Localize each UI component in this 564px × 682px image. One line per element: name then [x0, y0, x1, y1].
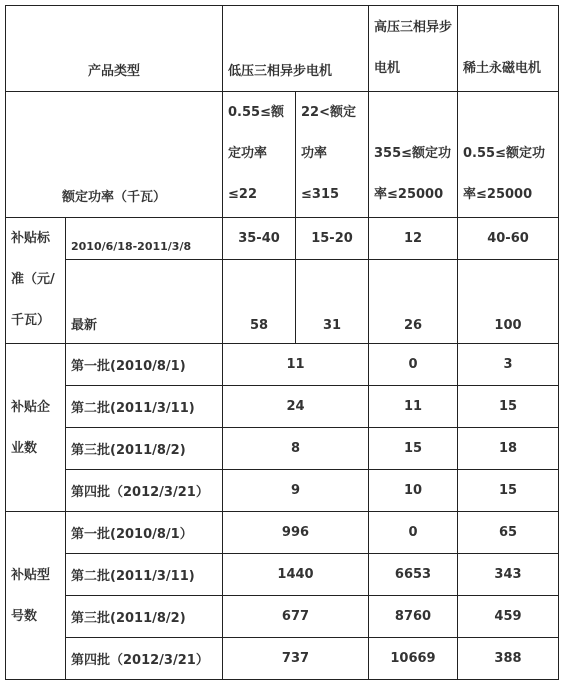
model-rare-earth: 65	[458, 512, 559, 554]
company-batch: 第三批(2011/8/2)	[66, 428, 223, 470]
model-rare-earth: 343	[458, 554, 559, 596]
latest-lv-small: 58	[223, 260, 296, 344]
standard-row-2	[6, 260, 559, 344]
company-rare-earth: 15	[458, 386, 559, 428]
model-row	[6, 554, 559, 596]
company-lv: 9	[223, 470, 369, 512]
power-lv-small: 0.55≤额定功率≤22	[223, 92, 296, 218]
models-label: 补贴型号数	[6, 512, 66, 680]
model-hv: 6653	[369, 554, 458, 596]
high-voltage-header: 高压三相异步电机	[369, 6, 458, 92]
company-lv: 11	[223, 344, 369, 386]
model-lv: 677	[223, 596, 369, 638]
model-batch: 第二批(2011/3/11)	[66, 554, 223, 596]
model-hv: 8760	[369, 596, 458, 638]
company-row	[6, 428, 559, 470]
company-rare-earth: 18	[458, 428, 559, 470]
company-hv: 11	[369, 386, 458, 428]
latest-lv-large: 31	[296, 260, 369, 344]
standard-row-1	[6, 218, 559, 260]
product-type-header: 产品类型	[6, 6, 223, 92]
latest-rare-earth: 100	[458, 260, 559, 344]
rated-power-label: 额定功率（千瓦）	[6, 92, 223, 218]
standard-lv-large: 15-20	[296, 218, 369, 260]
company-hv: 0	[369, 344, 458, 386]
company-row	[6, 470, 559, 512]
model-lv: 737	[223, 638, 369, 680]
power-hv: 355≤额定功率≤25000	[369, 92, 458, 218]
power-lv-large: 22<额定功率≤315	[296, 92, 369, 218]
rare-earth-header: 稀土永磁电机	[458, 6, 559, 92]
power-row	[6, 92, 559, 218]
subsidy-standard-label: 补贴标准（元/千瓦）	[6, 218, 66, 344]
standard-latest: 最新	[66, 260, 223, 344]
low-voltage-header: 低压三相异步电机	[223, 6, 369, 92]
standard-hv: 12	[369, 218, 458, 260]
model-lv: 996	[223, 512, 369, 554]
companies-label: 补贴企业数	[6, 344, 66, 512]
company-rare-earth: 15	[458, 470, 559, 512]
power-rare-earth: 0.55≤额定功率≤25000	[458, 92, 559, 218]
header-row	[6, 6, 559, 92]
standard-period: 2010/6/18-2011/3/8	[66, 218, 223, 260]
company-row	[6, 386, 559, 428]
model-row	[6, 512, 559, 554]
model-rare-earth: 459	[458, 596, 559, 638]
company-hv: 10	[369, 470, 458, 512]
model-row	[6, 638, 559, 680]
model-batch: 第四批（2012/3/21）	[66, 638, 223, 680]
company-lv: 8	[223, 428, 369, 470]
model-hv: 10669	[369, 638, 458, 680]
company-batch: 第二批(2011/3/11)	[66, 386, 223, 428]
latest-hv: 26	[369, 260, 458, 344]
subsidy-table	[5, 5, 559, 680]
model-row	[6, 596, 559, 638]
company-row	[6, 344, 559, 386]
model-batch: 第三批(2011/8/2)	[66, 596, 223, 638]
company-batch: 第一批(2010/8/1)	[66, 344, 223, 386]
company-rare-earth: 3	[458, 344, 559, 386]
model-rare-earth: 388	[458, 638, 559, 680]
model-batch: 第一批(2010/8/1）	[66, 512, 223, 554]
company-lv: 24	[223, 386, 369, 428]
model-hv: 0	[369, 512, 458, 554]
standard-lv-small: 35-40	[223, 218, 296, 260]
model-lv: 1440	[223, 554, 369, 596]
company-hv: 15	[369, 428, 458, 470]
standard-rare-earth: 40-60	[458, 218, 559, 260]
company-batch: 第四批（2012/3/21）	[66, 470, 223, 512]
